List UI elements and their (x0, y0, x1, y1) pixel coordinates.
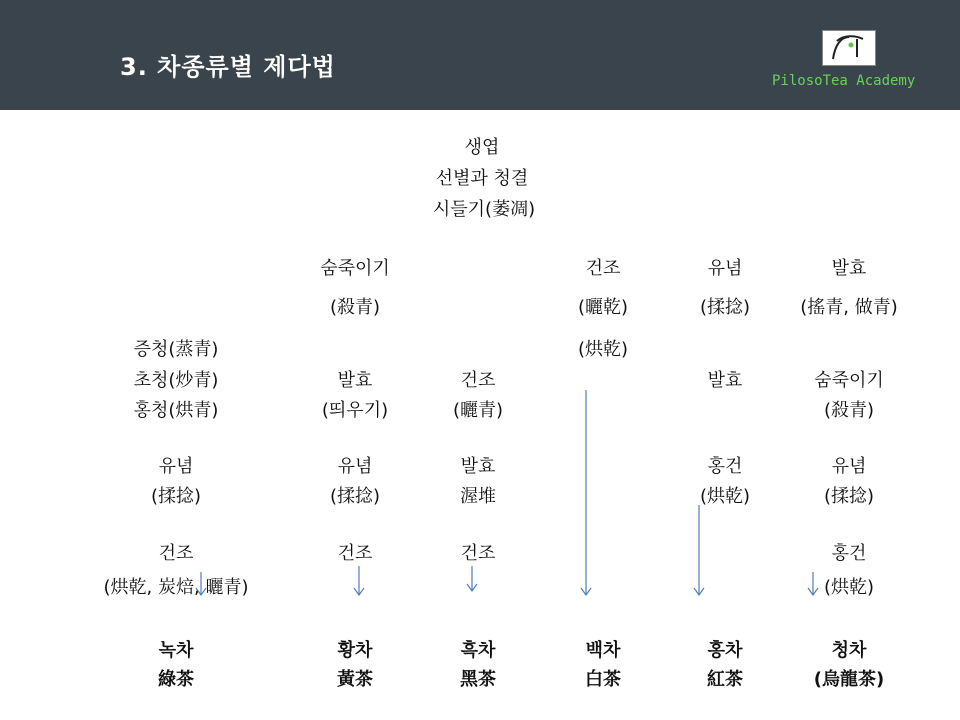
col5-baking-drying: 홍건 (707, 456, 743, 477)
tea-green-ko: 녹차 (158, 640, 194, 661)
header-kill-green: 숨죽이기 (320, 258, 390, 279)
slide-title: 3. 차종류별 제다법 (120, 53, 336, 81)
arrow-dark-tea (467, 566, 477, 591)
tea-green-cn: 綠茶 (158, 669, 194, 690)
academy-name: PilosoTea Academy (772, 73, 916, 89)
tea-yellow-cn: 黃茶 (337, 669, 373, 690)
header-fermentation-cn: (搖青, 做青) (800, 297, 898, 318)
arrow-oolong-tea (808, 572, 818, 595)
col1-drying-cn: (烘乾, 炭焙, 曬青) (103, 577, 249, 598)
arrow-yellow-tea (354, 566, 364, 595)
col5-fermentation: 발효 (707, 370, 743, 391)
col6-kill-green-cn: (殺青) (823, 400, 875, 421)
col2-rolling-cn: (揉捻) (329, 486, 381, 507)
header-kill-green-cn: (殺青) (329, 297, 381, 318)
header-drying-cn-sun: (曬乾) (577, 297, 629, 318)
col2-drying: 건조 (337, 543, 373, 564)
header-fermentation: 발효 (831, 258, 867, 279)
col6-baking-drying-cn: (烘乾) (823, 577, 875, 598)
col2-fermentation: 발효 (337, 370, 373, 391)
tea-dark-ko: 흑차 (460, 640, 496, 661)
step-fresh-leaf: 생엽 (464, 137, 500, 158)
header-rolling: 유념 (707, 258, 743, 279)
arrow-white-tea (581, 390, 591, 595)
arrow-green-tea (196, 572, 206, 595)
step-sorting-cleaning: 선별과 청결 (435, 168, 529, 189)
col3-drying: 건조 (460, 370, 496, 391)
tea-red-ko: 홍차 (707, 640, 743, 661)
col1-pan-firing: 초청(炒青) (133, 370, 219, 391)
col2-fermentation-detail: (띄우기) (321, 400, 389, 421)
tea-dark-cn: 黑茶 (460, 669, 496, 690)
col6-kill-green: 숨죽이기 (814, 370, 884, 391)
col6-rolling-cn: (揉捻) (823, 486, 875, 507)
step-withering: 시들기(萎凋) (432, 199, 536, 220)
col6-baking-drying: 홍건 (831, 543, 867, 564)
col1-rolling: 유념 (158, 456, 194, 477)
header-drying: 건조 (585, 258, 621, 279)
col1-rolling-cn: (揉捻) (150, 486, 202, 507)
col2-rolling: 유념 (337, 456, 373, 477)
col1-baking: 홍청(烘青) (133, 400, 219, 421)
arrow-red-tea (694, 505, 704, 595)
header-drying-cn-bake: (烘乾) (577, 339, 629, 360)
header-rolling-cn: (揉捻) (699, 297, 751, 318)
col1-steaming: 증청(蒸青) (133, 339, 219, 360)
col5-baking-drying-cn: (烘乾) (699, 486, 751, 507)
tea-red-cn: 紅茶 (707, 669, 743, 690)
tea-oolong-ko: 청차 (831, 640, 867, 661)
tea-oolong-cn: (烏龍茶) (813, 669, 885, 690)
col3-drying-cn: (曬青) (452, 400, 504, 421)
tea-white-ko: 백차 (585, 640, 621, 661)
col3-drying-final: 건조 (460, 543, 496, 564)
col1-drying: 건조 (158, 543, 194, 564)
tea-white-cn: 白茶 (585, 669, 621, 690)
col6-rolling: 유념 (831, 456, 867, 477)
col3-fermentation: 발효 (460, 456, 496, 477)
tea-yellow-ko: 황차 (337, 640, 373, 661)
col3-piling-cn: 渥堆 (460, 486, 496, 507)
